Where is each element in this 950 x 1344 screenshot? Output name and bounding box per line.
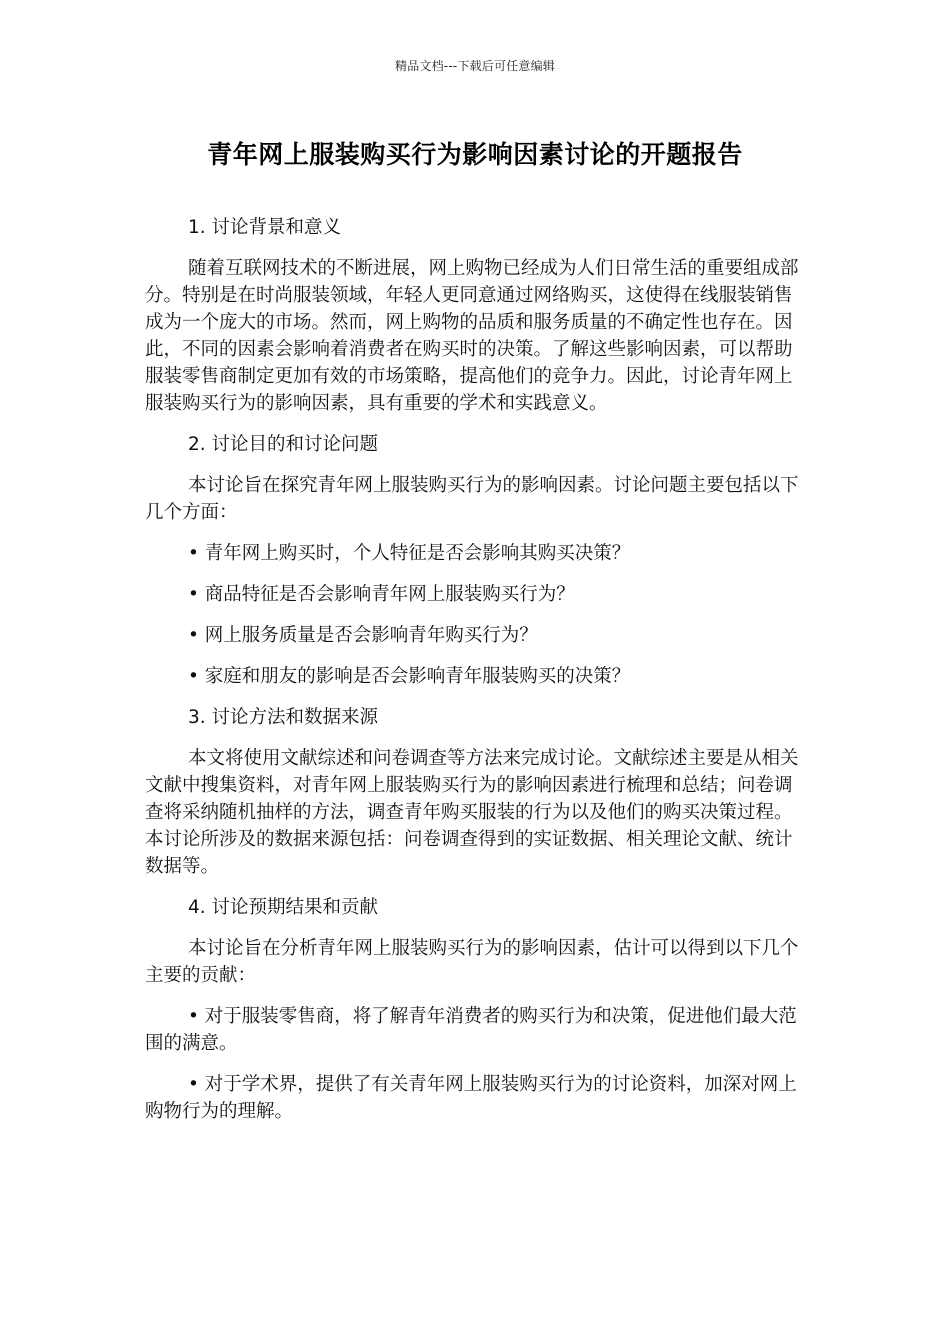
bullet-item: • 网上服务质量是否会影响青年购买行为？ [188,625,538,646]
document-body [145,214,800,1125]
section-heading: 4. 讨论预期结果和贡献 [188,897,379,918]
body-paragraph: 本文将使用文献综述和问卷调查等方法来完成讨论。文献综述主要是从相关文献中搜集资料，对青年网上服装购买行为的影响因素进行梳理和总结；问卷调查将采纳随机抽样的方法，调查青年购买服装的行为以及他们的购买决策过程。本讨论所涉及的数据来源包括：问卷调查得到的实证数据、相关理论文献、统计数据等。 [145,748,799,877]
section-heading: 2. 讨论目的和讨论问题 [188,434,379,455]
bullet-item: • 商品特征是否会影响青年网上服装购买行为？ [188,584,575,605]
bullet-item: • 家庭和朋友的影响是否会影响青年服装购买的决策？ [188,666,631,687]
section-heading: 1. 讨论背景和意义 [188,217,342,238]
page-header-watermark: 精品文档---下载后可任意编辑 [395,59,555,73]
bullet-item: • 青年网上购买时，个人特征是否会影响其购买决策？ [188,543,631,564]
body-paragraph: 本讨论旨在分析青年网上服装购买行为的影响因素，估计可以得到以下几个主要的贡献： [145,938,799,986]
document-title: 青年网上服装购买行为影响因素讨论的开题报告 [207,140,743,169]
bullet-item: • 对于服装零售商，将了解青年消费者的购买行为和决策，促进他们最大范围的满意。 [145,1006,797,1054]
bullet-item: • 对于学术界，提供了有关青年网上服装购买行为的讨论资料，加深对网上购物行为的理解。 [145,1074,797,1122]
body-paragraph: 本讨论旨在探究青年网上服装购买行为的影响因素。讨论问题主要包括以下几个方面： [145,475,799,523]
body-paragraph: 随着互联网技术的不断进展，网上购物已经成为人们日常生活的重要组成部分。特别是在时尚服装领域，年轻人更同意通过网络购买，这使得在线服装销售成为一个庞大的市场。然而，网上购物的品质和服务质量的不确定性也存在。因此，不同的因素会影响着消费者在购买时的决策。了解这些影响因素，可以帮助服装零售商制定更加有效的市场策略，提高他们的竞争力。因此，讨论青年网上服装购买行为的影响因素，具有重要的学术和实践意义。 [145,258,799,414]
section-heading: 3. 讨论方法和数据来源 [188,707,379,728]
